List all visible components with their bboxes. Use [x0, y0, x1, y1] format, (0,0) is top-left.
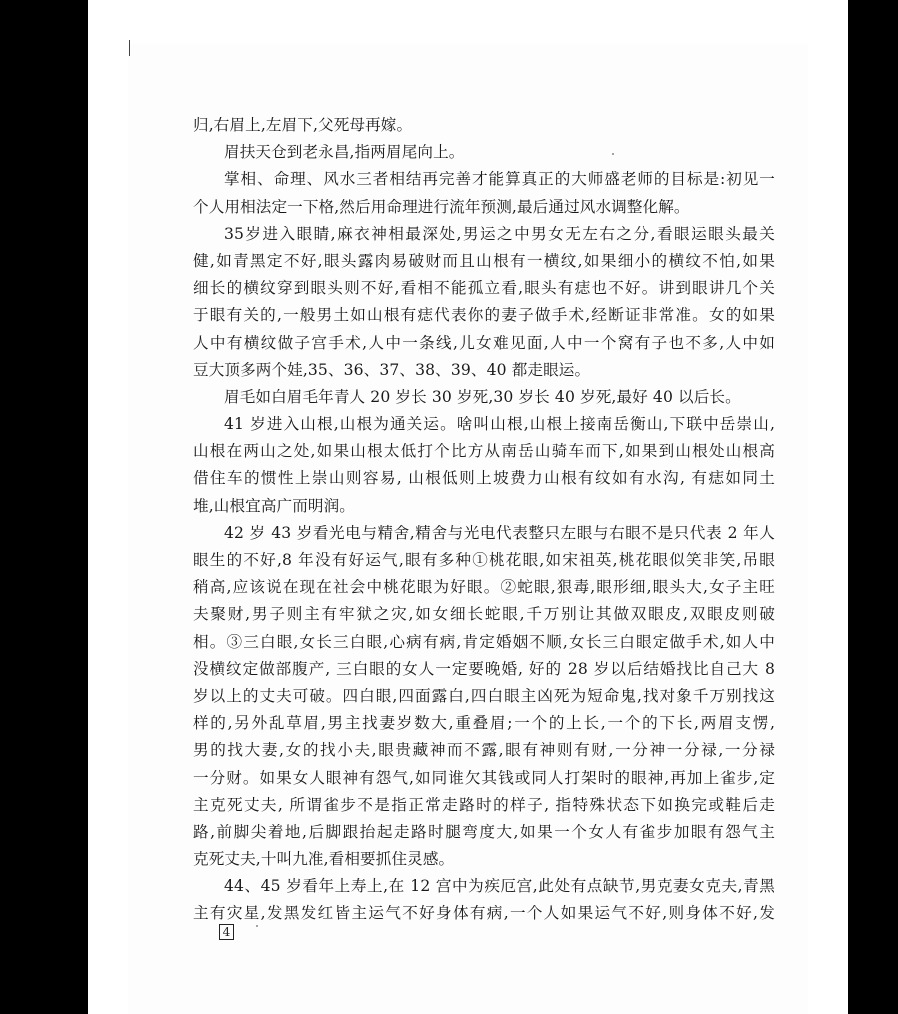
- text-line: 归,右眉上,左眉下,父死母再嫁。: [193, 116, 413, 134]
- text-line: 44、45 岁看年上寿上,在 12 宫中为疾厄宫,此处有点缺节,男克妻女克夫,青黑: [224, 877, 775, 896]
- text-line: 堆,山根宜高广而明润。: [193, 496, 355, 515]
- text-line: 没横纹定做部腹产, 三白眼的女人一定要晚婚, 好的 28 岁以后结婚找比自己大 8: [193, 659, 775, 678]
- text-line: 主有灾星,发黑发红皆主运气不好身体有病,一个人如果运气不好,则身体不好,发: [193, 904, 775, 923]
- text-line: 健,如青黑定不好,眼头露肉易破财而且山根有一横纹,如果细小的横纹不怕,如果: [193, 251, 775, 270]
- text-line: 于眼有关的,一般男土如山根有痣代表你的妻子做手术,经断证非常准。女的如果: [193, 306, 775, 325]
- text-line: 山根在两山之处,如果山根太低打个比方从南岳山骑车而下,如果到山根处山根高: [193, 442, 775, 461]
- text-line: 稍高,应该说在现在社会中桃花眼为好眼。②蛇眼,狠毒,眼形细,眼头大,女子主旺: [193, 578, 775, 597]
- text-line: 借住车的惯性上崇山则容易, 山根低则上坡费力山根有纹如有水沟, 有痣如同土: [193, 469, 775, 488]
- text-line: 眉扶天仓到老永昌,指两眉尾向上。: [224, 143, 465, 162]
- text-line: 岁以上的丈夫可破。四白眼,四面露白,四白眼主凶死为短命鬼,找对象千万别找这: [193, 686, 775, 705]
- text-line: 细长的横纹穿到眼头则不好,看相不能孤立看,眼头有痣也不好。讲到眼讲几个关: [193, 279, 775, 298]
- text-line: 42 岁 43 岁看光电与精舍,精舍与光电代表整只左眼与右眼不是只代表 2 年人: [224, 523, 775, 542]
- text-line: 豆大顶多两个娃,35、36、37、38、39、40 都走眼运。: [193, 360, 591, 379]
- text-line: 一分财。如果女人眼神有怨气,如同谁欠其钱或同人打架时的眼神,再加上雀步,定: [193, 768, 775, 787]
- text-line: 眼生的不好,8 年没有好运气,眼有多种①桃花眼,如宋祖英,桃花眼似笑非笑,吊眼: [193, 551, 775, 569]
- scan-speck: [256, 925, 258, 927]
- page-number: 4: [219, 924, 234, 940]
- text-line: 克死丈夫,十叫九准,看相要抓住灵感。: [193, 850, 455, 869]
- text-line: 夫聚财,男子则主有牢狱之灾,如女细长蛇眼,千万别让其做双眼皮,双眼皮则破: [193, 605, 775, 624]
- crop-mark: [129, 40, 130, 56]
- scanned-page: [88, 0, 848, 1014]
- scan-speck: [612, 153, 614, 155]
- text-line: 个人用相法定一下格,然后用命理进行流年预测,最后通过风水调整化解。: [193, 197, 690, 216]
- text-line: 41 岁进入山根,山根为通关运。啥叫山根,山根上接南岳衡山,下联中岳崇山,: [224, 415, 775, 434]
- text-line: 样的,另外乱草眉,男主找妻岁数大,重叠眉;一个的上长,一个的下长,两眉支愣,: [193, 714, 775, 733]
- text-line: 35岁进入眼睛,麻衣神相最深处,男运之中男女无左右之分,看眼运眼头最关: [224, 224, 775, 243]
- text-line: 掌相、命理、风水三者相结再完善才能算真正的大师盛老师的目标是:初见一: [224, 170, 775, 189]
- text-line: 路,前脚尖着地,后脚跟抬起走路时腿弯度大,如果一个女人有雀步加眼有怨气主: [193, 822, 775, 841]
- text-line: 人中有横纹做子宫手术,人中一条线,儿女难见面,人中一个窝有子也不多,人中如: [193, 333, 775, 352]
- text-line: 眉毛如白眉毛年青人 20 岁长 30 岁死,30 岁长 40 岁死,最好 40 以后长。: [224, 387, 741, 406]
- text-line: 相。③三白眼,女长三白眼,心病有病,肯定婚姻不顺,女长三白眼定做手术,如人中: [193, 632, 775, 651]
- text-line: 主克死丈夫, 所谓雀步不是指正常走路时的样子, 指特殊状态下如换完或鞋后走: [193, 795, 775, 814]
- body-text: [193, 112, 775, 928]
- text-line: 男的找大妻,女的找小夫,眼贵藏神而不露,眼有神则有财,一分神一分禄,一分禄: [193, 741, 775, 760]
